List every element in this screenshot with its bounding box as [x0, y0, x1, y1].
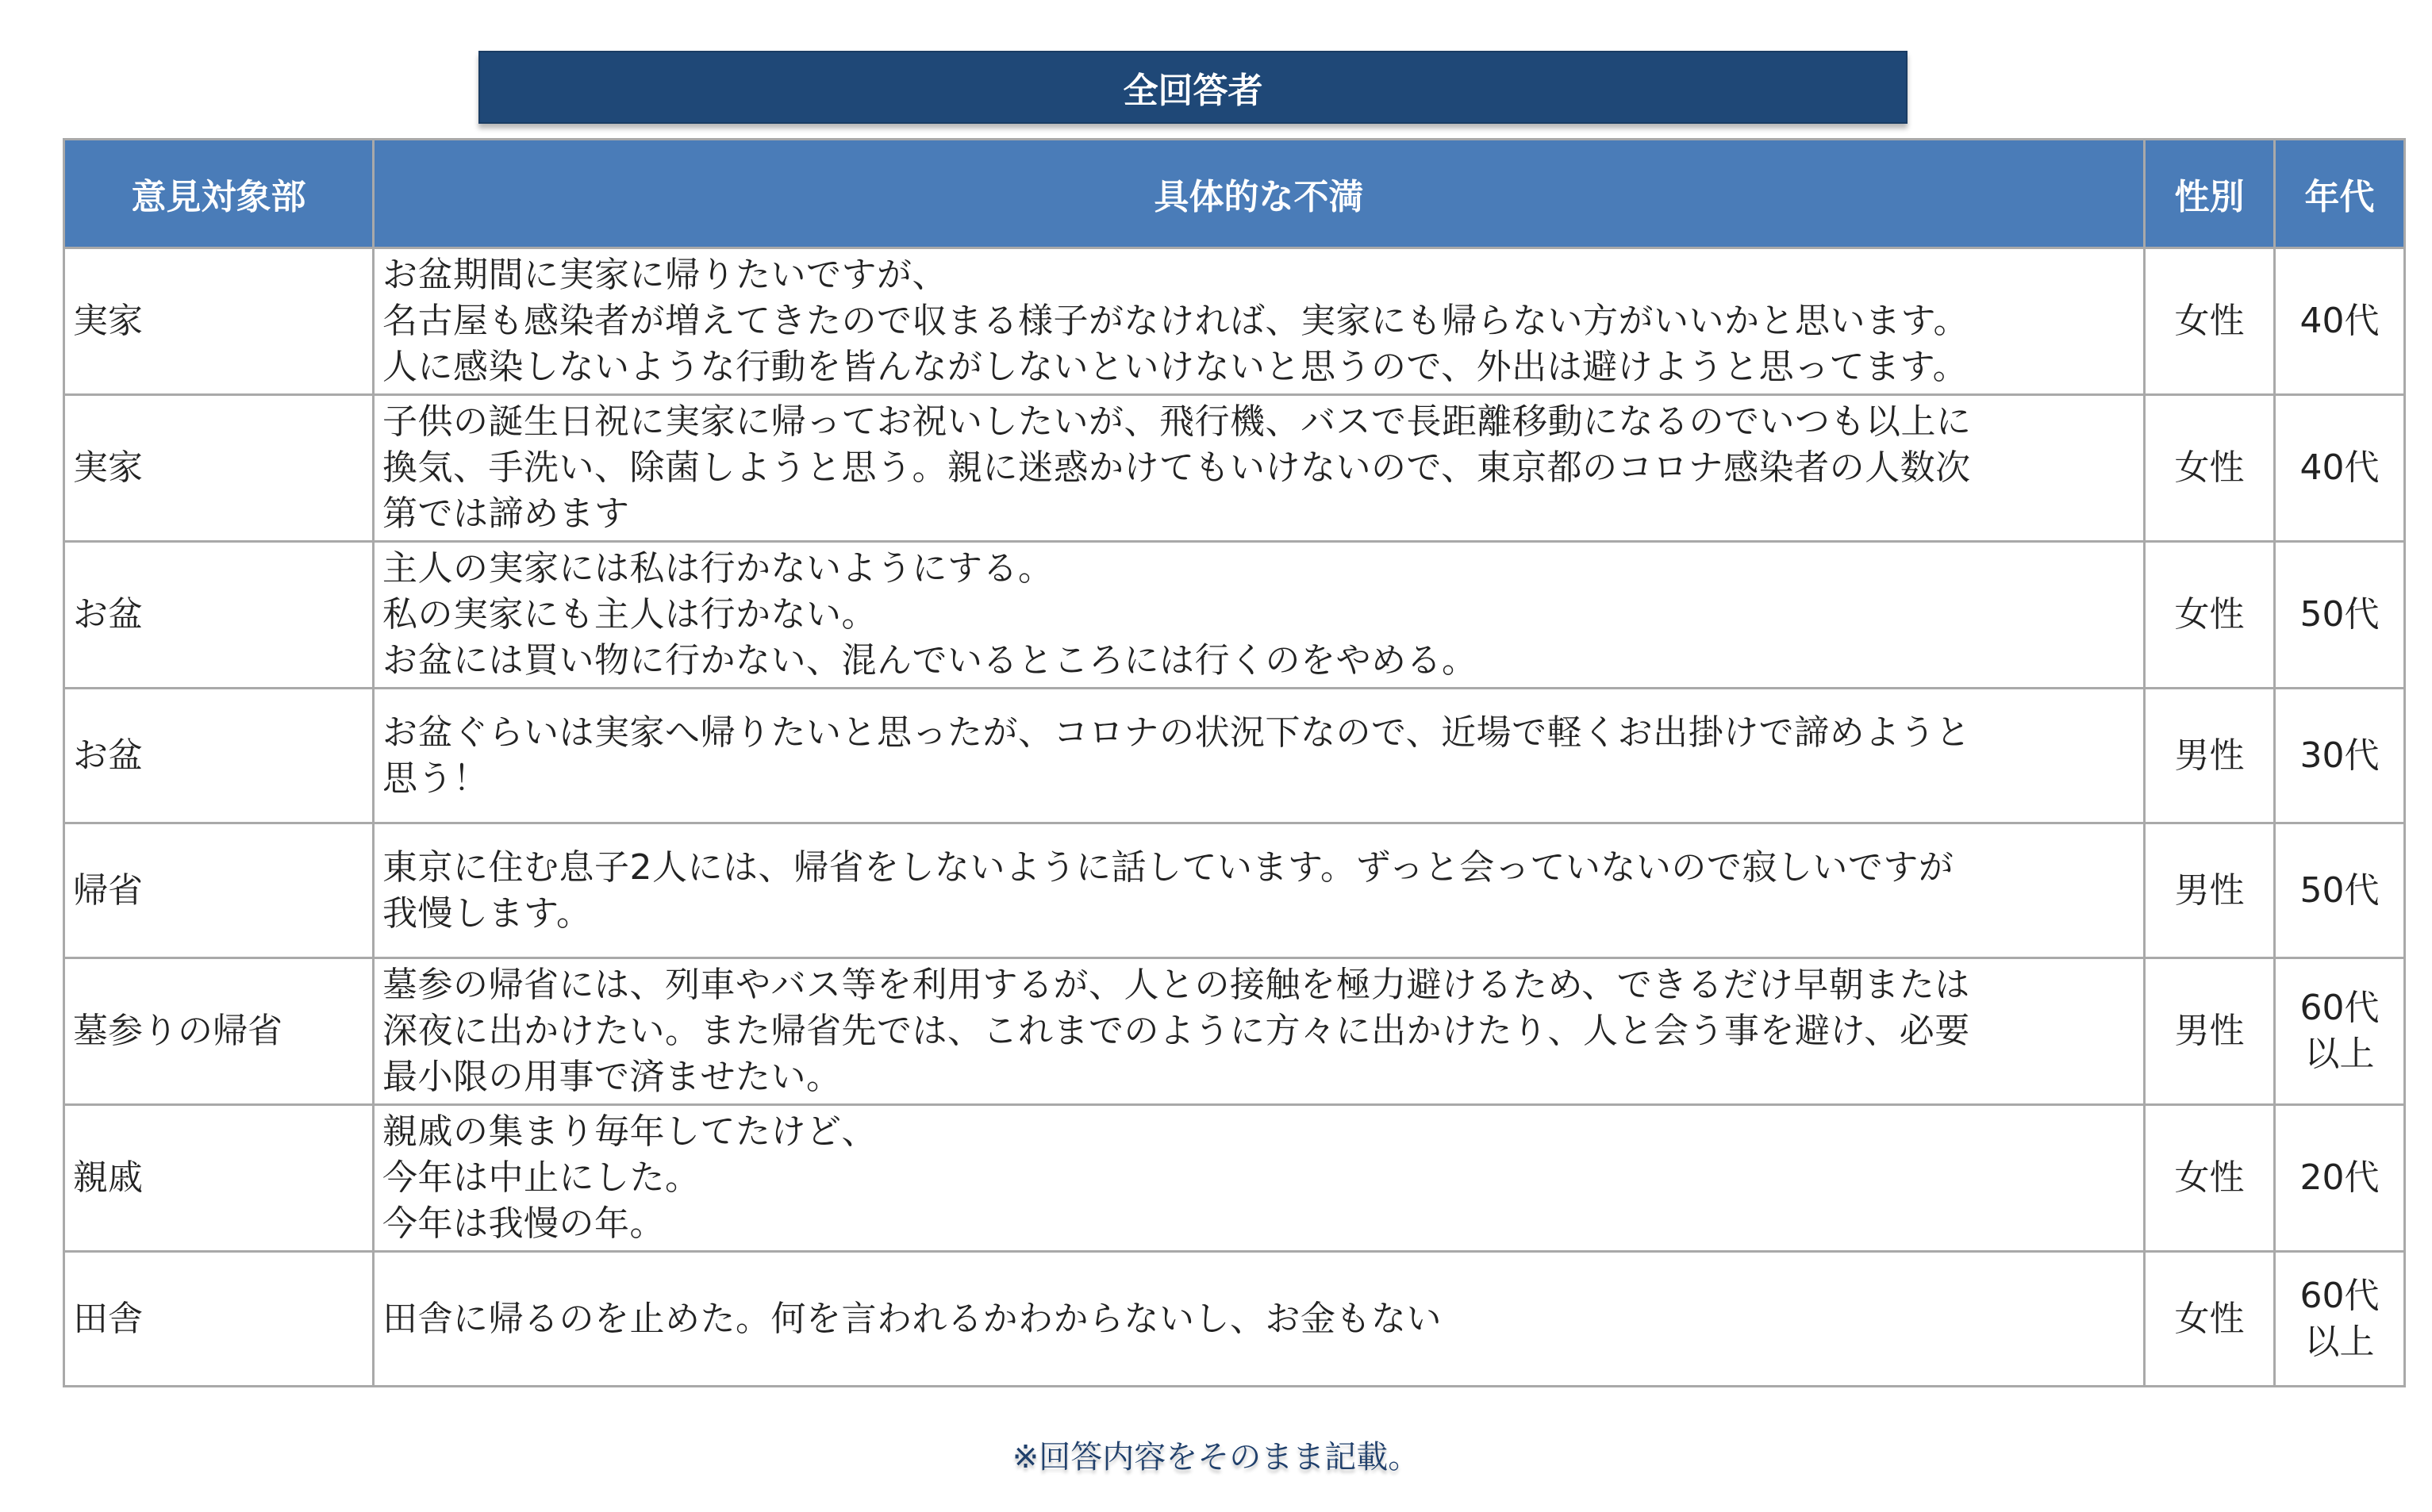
footnote: ※回答内容をそのまま記載。: [1012, 1439, 1420, 1476]
cell-age: 50代: [2275, 823, 2405, 958]
cell-age: 40代: [2275, 395, 2405, 542]
header-gender: 性別: [2145, 140, 2275, 248]
header-age: 年代: [2275, 140, 2405, 248]
table-header-row: [64, 140, 2405, 248]
table-row: [64, 248, 2405, 395]
cell-gender: 女性: [2145, 248, 2275, 395]
cell-detail: 田舎に帰るのを止めた。何を言われるかわからないし、お金もない: [374, 1252, 2145, 1387]
table-row: [64, 958, 2405, 1105]
cell-age: 60代 以上: [2275, 1252, 2405, 1387]
cell-detail: 子供の誕生日祝に実家に帰ってお祝いしたいが、飛行機、バスで長距離移動になるのでいつも以上に 換気、手洗い、除菌しようと思う。親に迷惑かけてもいけないので、東京都のコロナ感染者の人数次 第では諦めます: [374, 395, 2145, 542]
cell-topic: 親戚: [64, 1105, 374, 1252]
cell-gender: 女性: [2145, 1252, 2275, 1387]
cell-detail: 親戚の集まり毎年してたけど、 今年は中止にした。 今年は我慢の年。: [374, 1105, 2145, 1252]
cell-age: 20代: [2275, 1105, 2405, 1252]
cell-topic: 帰省: [64, 823, 374, 958]
cell-detail: お盆期間に実家に帰りたいですが、 名古屋も感染者が増えてきたので収まる様子がなければ、実家にも帰らない方がいいかと思います。 人に感染しないような行動を皆んながしないといけないと思うので、外出は避けようと思ってます。: [374, 248, 2145, 395]
cell-topic: お盆: [64, 542, 374, 689]
table-row: [64, 395, 2405, 542]
cell-gender: 女性: [2145, 542, 2275, 689]
header-topic: 意見対象部: [64, 140, 374, 248]
cell-topic: 実家: [64, 395, 374, 542]
cell-topic: 実家: [64, 248, 374, 395]
cell-detail: 墓参の帰省には、列車やバス等を利用するが、人との接触を極力避けるため、できるだけ早朝または 深夜に出かけたい。また帰省先では、これまでのように方々に出かけたり、人と会う事を避け、必要 最小限の用事で済ませたい。: [374, 958, 2145, 1105]
cell-gender: 女性: [2145, 395, 2275, 542]
table-row: [64, 1252, 2405, 1387]
table-row: [64, 1105, 2405, 1252]
header-detail: 具体的な不満: [374, 140, 2145, 248]
title-banner: [478, 51, 1908, 124]
cell-age: 30代: [2275, 689, 2405, 823]
cell-gender: 男性: [2145, 689, 2275, 823]
cell-gender: 男性: [2145, 958, 2275, 1105]
cell-age: 50代: [2275, 542, 2405, 689]
cell-detail: 主人の実家には私は行かないようにする。 私の実家にも主人は行かない。 お盆には買い物に行かない、混んでいるところには行くのをやめる。: [374, 542, 2145, 689]
table-row: [64, 823, 2405, 958]
cell-detail: 東京に住む息子2人には、帰省をしないように話しています。ずっと会っていないので寂しいですが 我慢します。: [374, 823, 2145, 958]
cell-topic: 田舎: [64, 1252, 374, 1387]
cell-gender: 女性: [2145, 1105, 2275, 1252]
cell-age: 60代 以上: [2275, 958, 2405, 1105]
cell-gender: 男性: [2145, 823, 2275, 958]
survey-table: [63, 138, 2406, 1387]
cell-detail: お盆ぐらいは実家へ帰りたいと思ったが、コロナの状況下なので、近場で軽くお出掛けで諦めようと 思う！: [374, 689, 2145, 823]
cell-topic: 墓参りの帰省: [64, 958, 374, 1105]
cell-topic: お盆: [64, 689, 374, 823]
cell-age: 40代: [2275, 248, 2405, 395]
table-row: [64, 542, 2405, 689]
page-title: 全回答者: [1123, 71, 1263, 111]
table-row: [64, 689, 2405, 823]
